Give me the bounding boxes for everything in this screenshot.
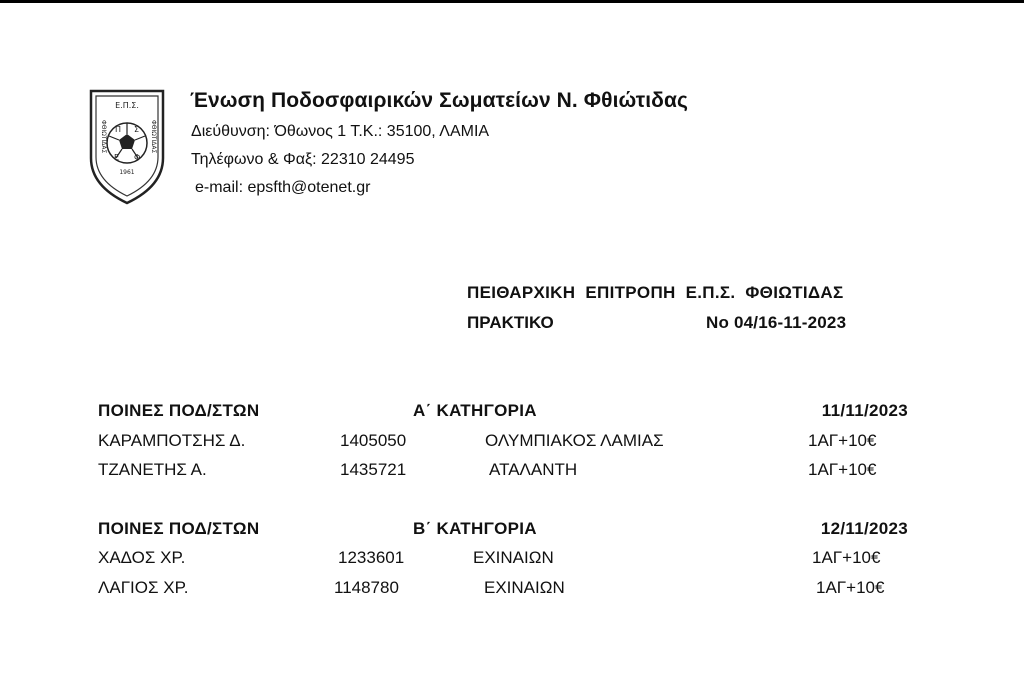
table-row-penalty: 1ΑΓ+10€ (808, 460, 877, 479)
table-row-id: 1435721 (340, 460, 407, 479)
table-row-name: ΚΑΡΑΜΠΟΤΣΗΣ Δ. (98, 431, 246, 450)
logo-side-text-right: ΦΘΙΩΤΙΔΑΣ (150, 120, 157, 154)
email-line: e-mail: epsfth@otenet.gr (195, 179, 371, 196)
section-a-category: Α΄ ΚΑΤΗΓΟΡΙΑ (413, 401, 537, 420)
table-row-name: ΤΖΑΝΕΤΗΣ Α. (98, 460, 207, 479)
table-row-penalty: 1ΑΓ+10€ (816, 578, 885, 597)
table-row-penalty: 1ΑΓ+10€ (812, 548, 881, 567)
logo-side-text: ΦΘΙΩΤΙΔΑΣ (100, 120, 107, 154)
section-b-date: 12/11/2023 (820, 519, 908, 538)
section-a-date: 11/11/2023 (821, 401, 908, 420)
phone-line: Τηλέφωνο & Φαξ: 22310 24495 (191, 151, 415, 168)
minutes-label: ΠΡΑΚΤΙΚΟ (467, 313, 554, 332)
section-b-category: Β΄ ΚΑΤΗΓΟΡΙΑ (413, 519, 537, 538)
logo-letter-e: Ε (114, 153, 120, 162)
logo-letter-s: Σ (134, 125, 140, 134)
committee-title: ΠΕΙΘΑΡΧΙΚΗ ΕΠΙΤΡΟΠΗ Ε.Π.Σ. ΦΘΙΩΤΙΔΑΣ (467, 283, 844, 302)
organization-name: Ένωση Ποδοσφαιρικών Σωματείων Ν. Φθιώτιδας (190, 89, 689, 112)
table-row-team: ΕΧΙΝΑΙΩΝ (473, 548, 554, 567)
table-row-name: ΧΑΔΟΣ ΧΡ. (98, 548, 186, 567)
logo-letter-f: Φ (134, 153, 141, 162)
section-a-title: ΠΟΙΝΕΣ ΠΟΔ/ΣΤΩΝ (98, 401, 260, 420)
table-row-name: ΛΑΓΙΟΣ ΧΡ. (98, 578, 189, 597)
table-row-id: 1405050 (340, 431, 407, 450)
table-row-team: ΟΛΥΜΠΙΑΚΟΣ ΛΑΜΙΑΣ (485, 431, 664, 450)
top-border (0, 0, 1024, 3)
document-number: Νο 04/16-11-2023 (706, 313, 847, 332)
table-row-id: 1148780 (334, 578, 399, 597)
table-row-id: 1233601 (338, 548, 405, 567)
address-line: Διεύθυνση: Όθωνος 1 Τ.Κ.: 35100, ΛΑΜΙΑ (191, 123, 490, 140)
logo-top-text: Ε.Π.Σ. (115, 101, 139, 110)
eps-crest-logo (88, 88, 166, 206)
logo-letter-p: Π (115, 125, 122, 134)
logo-year: 1961 (119, 169, 135, 176)
section-b-title: ΠΟΙΝΕΣ ΠΟΔ/ΣΤΩΝ (98, 519, 260, 538)
table-row-penalty: 1ΑΓ+10€ (808, 431, 877, 450)
table-row-team: ΑΤΑΛΑΝΤΗ (489, 460, 578, 479)
table-row-team: ΕΧΙΝΑΙΩΝ (484, 578, 565, 597)
